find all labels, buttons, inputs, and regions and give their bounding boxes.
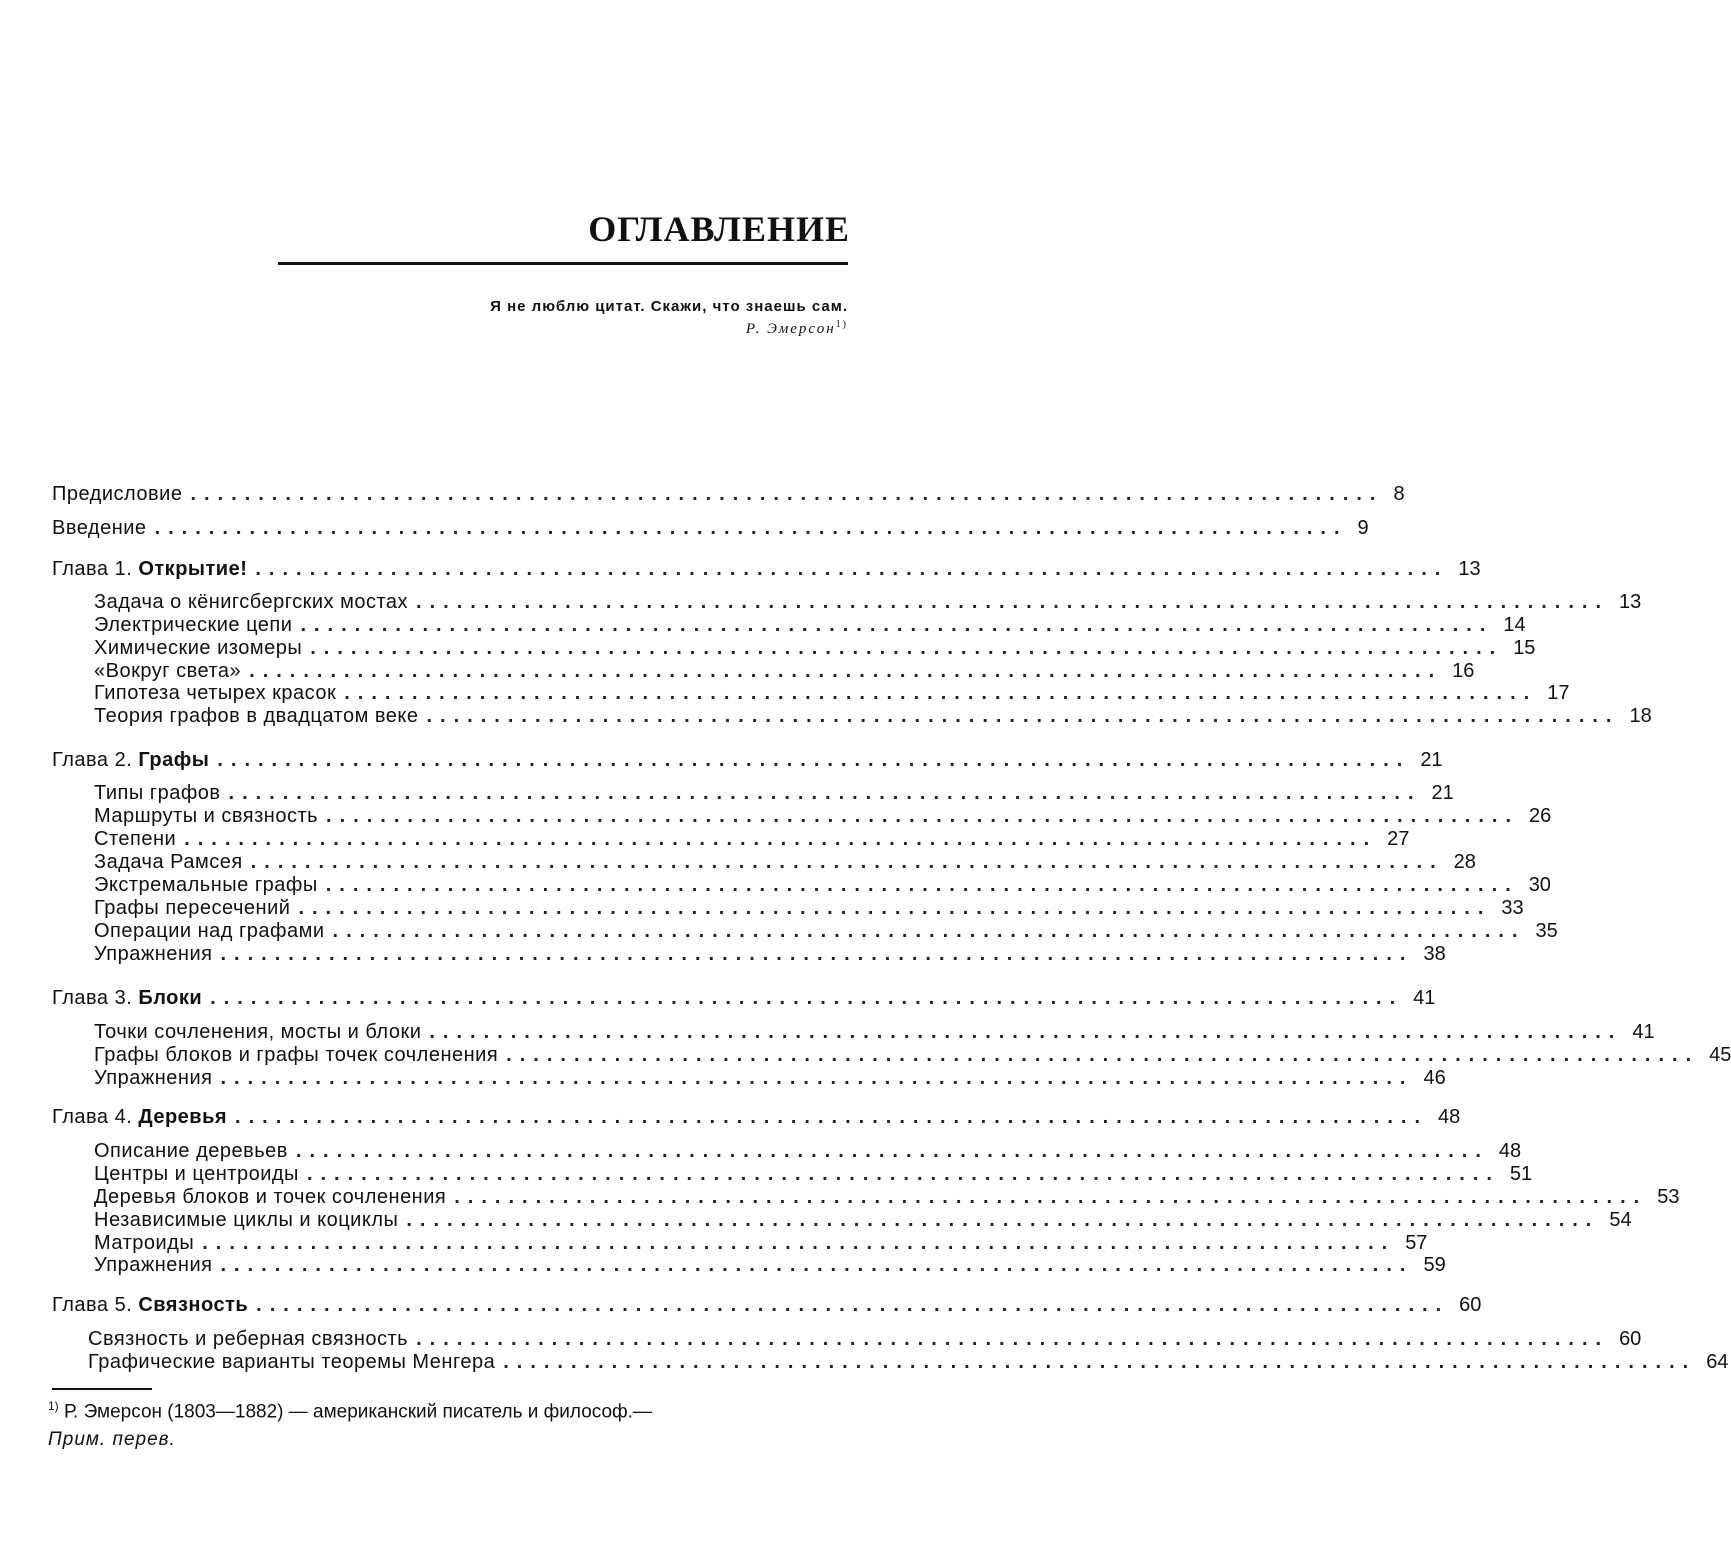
toc-page-number: 13: [1458, 558, 1481, 580]
toc-section[interactable]: [94, 681, 1570, 705]
toc-page-number: 8: [1393, 483, 1405, 505]
toc-page-number: 46: [1423, 1067, 1446, 1089]
toc-section-label: Химические изомеры: [94, 637, 303, 659]
toc-chapter-2[interactable]: [52, 748, 1443, 772]
leader-dots: ........................................................................................: [454, 1186, 1648, 1208]
toc-section[interactable]: [94, 590, 1642, 614]
toc-section[interactable]: [88, 1350, 1729, 1374]
toc-section-label: Графические варианты теоремы Менгера: [88, 1351, 496, 1373]
leader-dots: ........................................................................................: [429, 1021, 1623, 1043]
toc-section-label: Степени: [94, 828, 177, 850]
toc-section-label: Электрические цепи: [94, 614, 293, 636]
epigraph-quote: Я не люблю цитат. Скажи, что знаешь сам.: [490, 298, 848, 315]
toc-chapter-3[interactable]: [52, 986, 1436, 1010]
leader-dots: ........................................................................................: [326, 805, 1520, 827]
toc-section-label: Связность и реберная связность: [88, 1328, 409, 1350]
toc-section[interactable]: [94, 1253, 1446, 1277]
toc-section-label: Гипотеза четырех красок: [94, 682, 337, 704]
toc-page-number: 21: [1420, 749, 1443, 771]
toc-page-number: 35: [1535, 920, 1558, 942]
toc-section-label: Упражнения: [94, 1254, 213, 1276]
toc-page-number: 51: [1509, 1163, 1533, 1185]
leader-dots: ........................................................................................: [310, 637, 1504, 659]
toc-entry-intro[interactable]: [52, 516, 1369, 540]
toc-page-number: 41: [1632, 1021, 1655, 1043]
leader-dots: ........................................................................................: [228, 782, 1422, 804]
toc-page-number: 21: [1431, 782, 1454, 804]
toc-page-number: 60: [1459, 1294, 1482, 1316]
leader-dots: ........................................................................................: [154, 517, 1348, 539]
leader-dots: ........................................................................................: [306, 1163, 1500, 1185]
toc-page-number: 33: [1501, 897, 1524, 919]
chapter-heading: [52, 557, 247, 581]
toc-page-number: 53: [1657, 1186, 1680, 1208]
chapter-heading: [52, 1105, 227, 1129]
chapter-prefix: Глава 2.: [52, 749, 133, 771]
leader-dots: ........................................................................................: [249, 660, 1443, 682]
toc-section[interactable]: [94, 804, 1552, 828]
leader-dots: ........................................................................................: [220, 1067, 1414, 1089]
toc-page-number: 28: [1453, 851, 1476, 873]
toc-section-label: Задача Рамсея: [94, 851, 243, 873]
toc-section[interactable]: [94, 1162, 1533, 1186]
toc-page-number: 38: [1423, 943, 1446, 965]
chapter-prefix: Глава 5.: [52, 1294, 133, 1316]
toc-section[interactable]: [94, 1139, 1522, 1163]
toc-chapter-4[interactable]: [52, 1105, 1461, 1129]
toc-section-label: «Вокруг света»: [94, 660, 242, 682]
footnote-rule: [52, 1388, 152, 1390]
leader-dots: ........................................................................................: [255, 558, 1449, 580]
toc-section-label: Типы графов: [94, 782, 221, 804]
chapter-title: Блоки: [138, 987, 203, 1009]
toc-page-number: 16: [1452, 660, 1475, 682]
toc-page-number: 15: [1513, 637, 1536, 659]
chapter-prefix: Глава 1.: [52, 558, 133, 580]
toc-page-number: 41: [1413, 987, 1436, 1009]
toc-section-label: Задача о кёнигсбергских мостах: [94, 591, 409, 613]
toc-page-number: 18: [1629, 705, 1652, 727]
leader-dots: ........................................................................................: [503, 1351, 1697, 1373]
toc-section[interactable]: [94, 873, 1551, 897]
toc-section-label: Центры и центроиды: [94, 1163, 299, 1185]
footnote: [48, 1392, 848, 1454]
epigraph-footnote-marker: 1): [835, 319, 848, 330]
toc-chapter-5[interactable]: [52, 1293, 1482, 1317]
footnote-line: [48, 1392, 848, 1426]
toc-section[interactable]: [88, 1327, 1642, 1351]
chapter-prefix: Глава 3.: [52, 987, 133, 1009]
toc-chapter-1[interactable]: [52, 557, 1481, 581]
toc-page-number: 64: [1706, 1351, 1729, 1373]
toc-section[interactable]: [94, 1066, 1446, 1090]
chapter-title: Открытие!: [138, 558, 248, 580]
epigraph: [348, 298, 848, 338]
toc-section[interactable]: [94, 1208, 1632, 1232]
leader-dots: ........................................................................................: [295, 1140, 1489, 1162]
page-title: ОГЛАВЛЕНИЕ: [588, 209, 850, 249]
toc-page-number: 57: [1405, 1232, 1428, 1254]
leader-dots: ........................................................................................: [406, 1209, 1600, 1231]
leader-dots: ........................................................................................: [298, 897, 1492, 919]
toc-section[interactable]: [94, 636, 1536, 660]
toc-section[interactable]: [94, 659, 1475, 683]
leader-dots: ........................................................................................: [202, 1232, 1396, 1254]
toc-section-label: Описание деревьев: [94, 1140, 288, 1162]
toc-section-label: Маршруты и связность: [94, 805, 319, 827]
leader-dots: ........................................................................................: [217, 749, 1411, 771]
chapter-heading: [52, 748, 209, 772]
toc-section[interactable]: [94, 704, 1652, 728]
toc-section[interactable]: [94, 827, 1410, 851]
leader-dots: ........................................................................................: [190, 483, 1384, 505]
toc-section[interactable]: [94, 850, 1476, 874]
toc-entry-preface[interactable]: [52, 482, 1405, 506]
chapter-heading: [52, 986, 202, 1010]
toc-section-label: Упражнения: [94, 1067, 213, 1089]
toc-entry-label: Введение: [52, 517, 147, 539]
leader-dots: ........................................................................................: [256, 1294, 1450, 1316]
toc-section[interactable]: [94, 896, 1524, 920]
toc-page-number: 17: [1547, 682, 1570, 704]
toc-page-number: 60: [1619, 1328, 1642, 1350]
chapter-title: Графы: [138, 749, 210, 771]
toc-section-label: Графы пересечений: [94, 897, 291, 919]
toc-page-number: 48: [1498, 1140, 1522, 1162]
toc-page-number: 30: [1528, 874, 1551, 896]
epigraph-author-name: Р. Эмерсон: [745, 321, 836, 337]
leader-dots: ........................................................................................: [250, 851, 1444, 873]
leader-dots: ........................................................................................: [184, 828, 1378, 850]
leader-dots: ........................................................................................: [426, 705, 1620, 727]
leader-dots: ........................................................................................: [300, 614, 1494, 636]
toc-section-label: Деревья блоков и точек сочленения: [94, 1186, 447, 1208]
toc-section[interactable]: [94, 942, 1446, 966]
toc-section-label: Точки сочленения, мосты и блоки: [94, 1021, 422, 1043]
toc-section[interactable]: [94, 613, 1526, 637]
leader-dots: ........................................................................................: [506, 1044, 1700, 1066]
chapter-prefix: Глава 4.: [52, 1106, 133, 1128]
leader-dots: ........................................................................................: [416, 1328, 1610, 1350]
toc-section-label: Операции над графами: [94, 920, 325, 942]
toc-section-label: Теория графов в двадцатом веке: [94, 705, 419, 727]
toc-page-number: 13: [1619, 591, 1642, 613]
leader-dots: ........................................................................................: [210, 987, 1404, 1009]
epigraph-author: [348, 319, 848, 338]
toc-section[interactable]: [94, 781, 1454, 805]
chapter-title: Деревья: [138, 1106, 228, 1128]
toc-section-label: Графы блоков и графы точек сочленения: [94, 1044, 499, 1066]
toc-page-number: 59: [1423, 1254, 1446, 1276]
toc-section-label: Матроиды: [94, 1232, 195, 1254]
leader-dots: ........................................................................................: [325, 874, 1519, 896]
toc-section[interactable]: [94, 1185, 1680, 1209]
footnote-text: Р. Эмерсон (1803—1882) — американский писатель и философ.—: [63, 1401, 652, 1423]
toc-section[interactable]: [94, 1231, 1428, 1255]
leader-dots: ........................................................................................: [344, 682, 1538, 704]
toc-section-label: Независимые циклы и коциклы: [94, 1209, 399, 1231]
toc-page-number: 9: [1357, 517, 1369, 539]
chapter-heading: [52, 1293, 248, 1317]
toc-section[interactable]: [94, 1020, 1655, 1044]
leader-dots: ........................................................................................: [220, 943, 1414, 965]
leader-dots: ........................................................................................: [235, 1106, 1429, 1128]
toc-section[interactable]: [94, 919, 1558, 943]
leader-dots: ........................................................................................: [332, 920, 1526, 942]
toc-page-number: 48: [1438, 1106, 1461, 1128]
toc-page-number: 14: [1503, 614, 1526, 636]
toc-section-label: Экстремальные графы: [94, 874, 318, 896]
leader-dots: ........................................................................................: [220, 1254, 1414, 1276]
toc-page-number: 26: [1529, 805, 1552, 827]
toc-section[interactable]: [94, 1043, 1731, 1067]
toc-section-label: Упражнения: [94, 943, 213, 965]
toc-page-number: 45: [1709, 1044, 1731, 1066]
chapter-title: Связность: [138, 1294, 249, 1316]
toc-page-number: 27: [1387, 828, 1410, 850]
leader-dots: ........................................................................................: [416, 591, 1610, 613]
footnote-marker: 1): [48, 1399, 59, 1413]
toc-page-number: 54: [1609, 1209, 1632, 1231]
translator-note: Прим. перев.: [48, 1429, 176, 1451]
toc-entry-label: Предисловие: [52, 483, 183, 505]
title-rule: [278, 262, 848, 265]
